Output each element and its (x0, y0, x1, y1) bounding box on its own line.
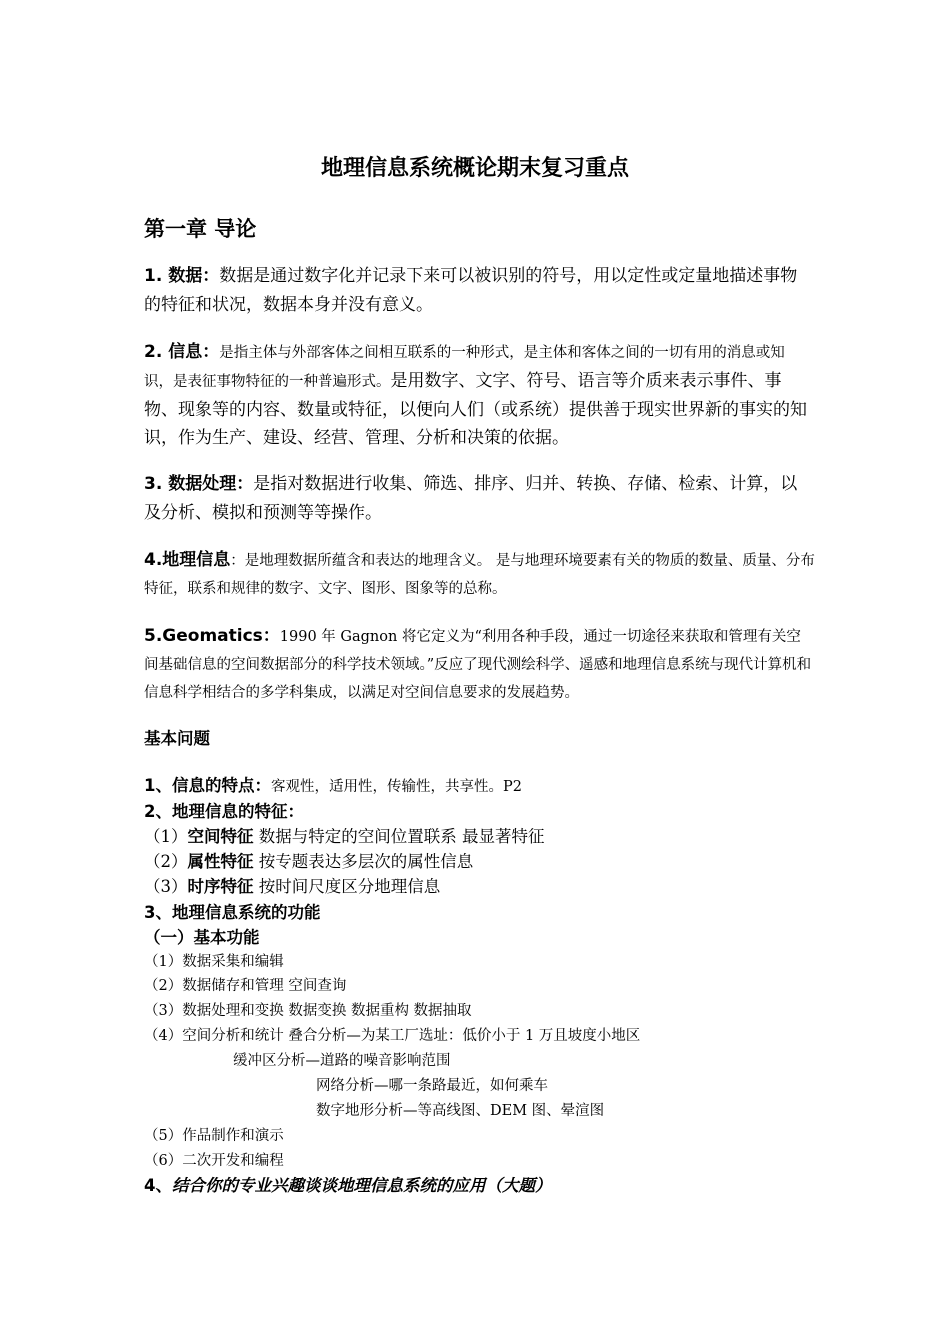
definition-text: 是指对数据进行收集、筛选、排序、归并、转换、存储、检索、计算，以及分析、模拟和预测等等操作。 (144, 474, 798, 523)
definition-geo-information (144, 546, 820, 603)
definition-term: 2. 信息： (144, 342, 220, 362)
feature-number: （1） (144, 827, 188, 846)
definition-text-small: 是指主体与外部客体之间相互联系的一种形式，是主体和客体之间的一切有用的消息或知识，是表征事物特征的一种普遍形式。 (144, 345, 785, 390)
feature-name: 空间特征 (187, 827, 254, 846)
feature-name: 属性特征 (187, 852, 254, 871)
question-text: 结合你的专业兴趣谈谈地理信息系统的应用（大题） (171, 1176, 552, 1195)
question-2: 2、地理信息的特征： (144, 802, 304, 821)
feature-number: （2） (144, 852, 188, 871)
feature-number: （3） (144, 877, 188, 896)
feature-item (144, 874, 440, 899)
definition-text-large: 是用数字、文字、符号、语言等介质来表示事件、事物、现象等的内容、数量或特征，以便向人们（或系统）提供善于现实世界新的事实的知识，作为生产、建设、经营、管理、分析和决策的依据。 (144, 371, 807, 448)
feature-text: 数据与特定的空间位置联系 最显著特征 (253, 827, 545, 846)
definition-term: 5.Geomatics： (144, 626, 280, 646)
function-item: （6）二次开发和编程 (144, 1153, 284, 1169)
question-1 (144, 773, 522, 800)
question-number: 4、 (144, 1176, 172, 1195)
definition-text: 1990 年 Gagnon 将它定义为“利用各种手段，通过一切途径来获取和管理有关空间基础信息的空间数据部分的科学技术领域。”反应了现代测绘科学、遥感和地理信息系统与现代计算机和信息科学相结合的多学科集成，以满足对空间信息要求的发展趋势。 (144, 629, 812, 701)
function-item: （1）数据采集和编辑 (144, 954, 284, 970)
section-heading-basic-questions: 基本问题 (144, 729, 210, 748)
feature-name: 时序特征 (187, 877, 254, 896)
definition-term: 3. 数据处理： (144, 474, 254, 494)
feature-text: 按时间尺度区分地理信息 (253, 877, 441, 896)
function-item: （4）空间分析和统计 叠合分析—为某工厂选址：低价小于 1 万且坡度小地区 (144, 1028, 641, 1044)
subsection-basic-functions: （一）基本功能 (144, 928, 260, 947)
question-label: 1、信息的特点： (144, 776, 271, 795)
feature-item (144, 824, 545, 849)
question-text: 客观性，适用性，传输性，共享性。P2 (270, 779, 522, 795)
definition-term: 1. 数据： (144, 266, 220, 286)
definition-data (144, 262, 812, 320)
definition-data-processing (144, 470, 812, 528)
feature-item (144, 849, 473, 874)
definition-geomatics (144, 622, 812, 707)
definition-information (144, 338, 812, 452)
function-item: （3）数据处理和变换 数据变换 数据重构 数据抽取 (144, 1003, 472, 1019)
document-title: 地理信息系统概论期末复习重点 (320, 156, 629, 181)
function-subitem: 数字地形分析—等高线图、DEM 图、晕渲图 (316, 1103, 605, 1119)
function-item: （2）数据储存和管理 空间查询 (144, 978, 347, 994)
function-item: （5）作品制作和演示 (144, 1128, 284, 1144)
function-subitem: 网络分析—哪一条路最近，如何乘车 (316, 1078, 548, 1094)
feature-text: 按专题表达多层次的属性信息 (253, 852, 474, 871)
definition-text: 数据是通过数字化并记录下来可以被识别的符号，用以定性或定量地描述事物的特征和状况，数据本身并没有意义。 (144, 266, 798, 315)
question-3: 3、地理信息系统的功能 (144, 903, 321, 922)
function-subitem: 缓冲区分析—道路的噪音影响范围 (233, 1053, 451, 1069)
definition-term: 4.地理信息 (144, 550, 231, 570)
definition-text: ：是地理数据所蕴含和表达的地理含义。 是与地理环境要素有关的物质的数量、质量、分布特征，联系和规律的数字、文字、图形、图象等的总称。 (144, 553, 815, 597)
question-4 (144, 1173, 551, 1198)
chapter-heading: 第一章 导论 (144, 217, 257, 241)
